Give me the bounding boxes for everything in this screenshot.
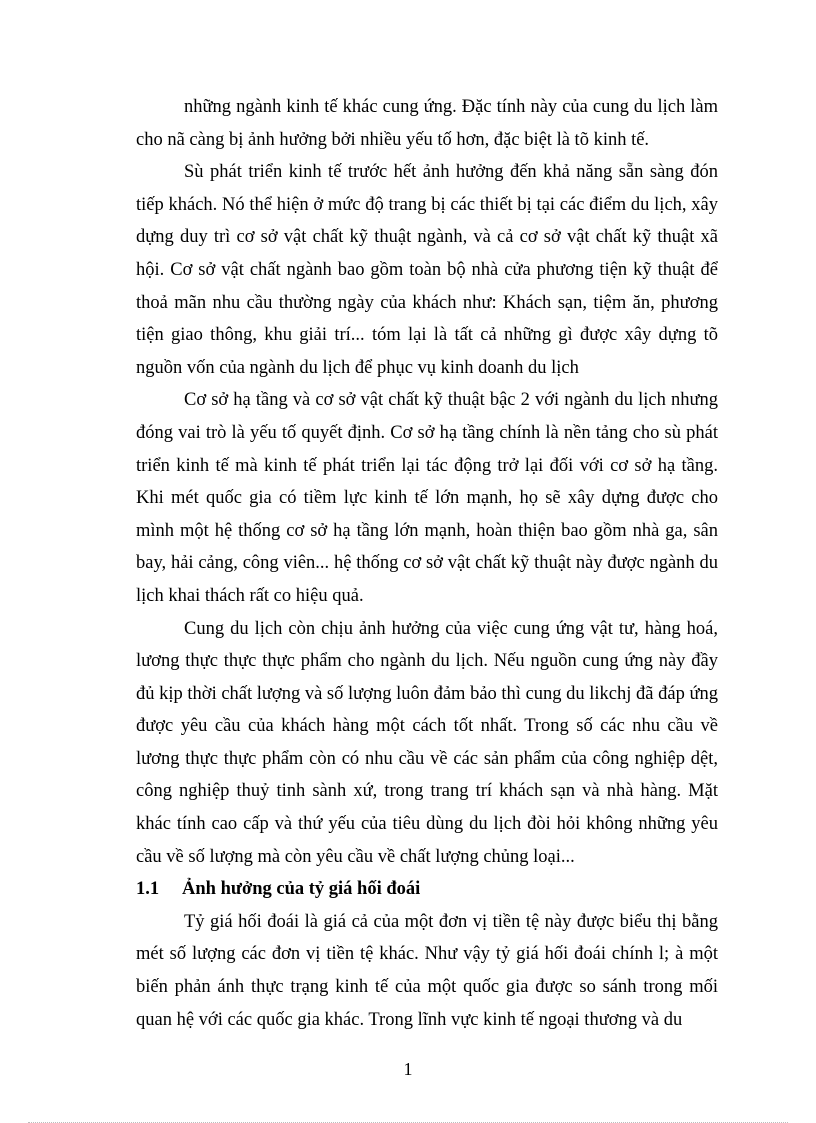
page-body xyxy=(136,91,718,1036)
page-number: 1 xyxy=(403,1059,413,1079)
section-heading xyxy=(136,873,718,906)
body-paragraph-1: những ngành kinh tế khác cung ứng. Đặc tính này của cung du lịch làm cho nã càng bị ảnh hưởng bởi nhiều yếu tố hơn, đặc biệt là tõ kinh tế. xyxy=(136,97,718,150)
section-number: 1.1 xyxy=(136,879,160,900)
body-paragraph-2: Sù phát triển kinh tế trước hết ảnh hưởng đến khả năng sẵn sàng đón tiếp khách. Nó thể hiện ở mức độ trang bị các thiết bị tại các điểm du lịch, xây dựng duy trì cơ sở vật chất kỹ thuật ngành, và cả cơ sở vật chất kỹ thuật xã hội. Cơ sở vật chất ngành bao gồm toàn bộ nhà cửa phương tiện kỹ thuật để thoả mãn nhu cầu thường ngày của khách như: Khách sạn, tiệm ăn, phương tiện giao thông, khu giải trí... tóm lại là tất cả những gì được xây dựng tõ nguồn vốn của ngành du lịch để phục vụ kinh doanh du lịch xyxy=(136,162,718,378)
body-paragraph-3: Cơ sở hạ tầng và cơ sở vật chất kỹ thuật bậc 2 với ngành du lịch nhưng đóng vai trò là yếu tố quyết định. Cơ sở hạ tầng chính là nền tảng cho sù phát triển kinh tế mà kinh tế phát triển lại tác động trở lại đối với cơ sở hạ tầng. Khi mét quốc gia có tiềm lực kinh tế lớn mạnh, họ sẽ xây dựng được cho mình một hệ thống cơ sở hạ tầng lớn mạnh, hoàn thiện bao gồm nhà ga, sân bay, hải cảng, công viên... hệ thống cơ sở vật chất kỹ thuật này được ngành du lịch khai thách rất co hiệu quả. xyxy=(136,390,718,606)
body-paragraph-5: Tỷ giá hối đoái là giá cả của một đơn vị tiền tệ này được biểu thị bằng mét số lượng các đơn vị tiền tệ khác. Như vậy tỷ giá hối đoái chính l; à một biến phản ánh thực trạng kinh tế của một quốc gia được so sánh trong mối quan hệ với các quốc gia khác. Trong lĩnh vực kinh tế ngoại thương và du xyxy=(136,911,718,1030)
section-title: Ảnh hưởng của tỷ giá hối đoái xyxy=(182,879,421,900)
body-paragraph-4: Cung du lịch còn chịu ảnh hưởng của việc cung ứng vật tư, hàng hoá, lương thực thực thực phẩm cho ngành du lịch. Nếu nguồn cung ứng này đầy đủ kịp thời chất lượng và số lượng luôn đảm bảo thì cung du likchj đã đáp ứng được yêu cầu của khách hàng một cách tốt nhất. Trong số các nhu cầu về lương thực thực phẩm còn có nhu cầu về các sản phẩm của công nghiệp dệt, công nghiệp thuỷ tinh sành xứ, trong trang trí khách sạn và nhà hàng. Mặt khác tính cao cấp và thứ yếu của tiêu dùng du lịch đòi hỏi không những yêu cầu về số lượng mà còn yêu cầu về chất lượng chủng loại... xyxy=(136,618,718,867)
